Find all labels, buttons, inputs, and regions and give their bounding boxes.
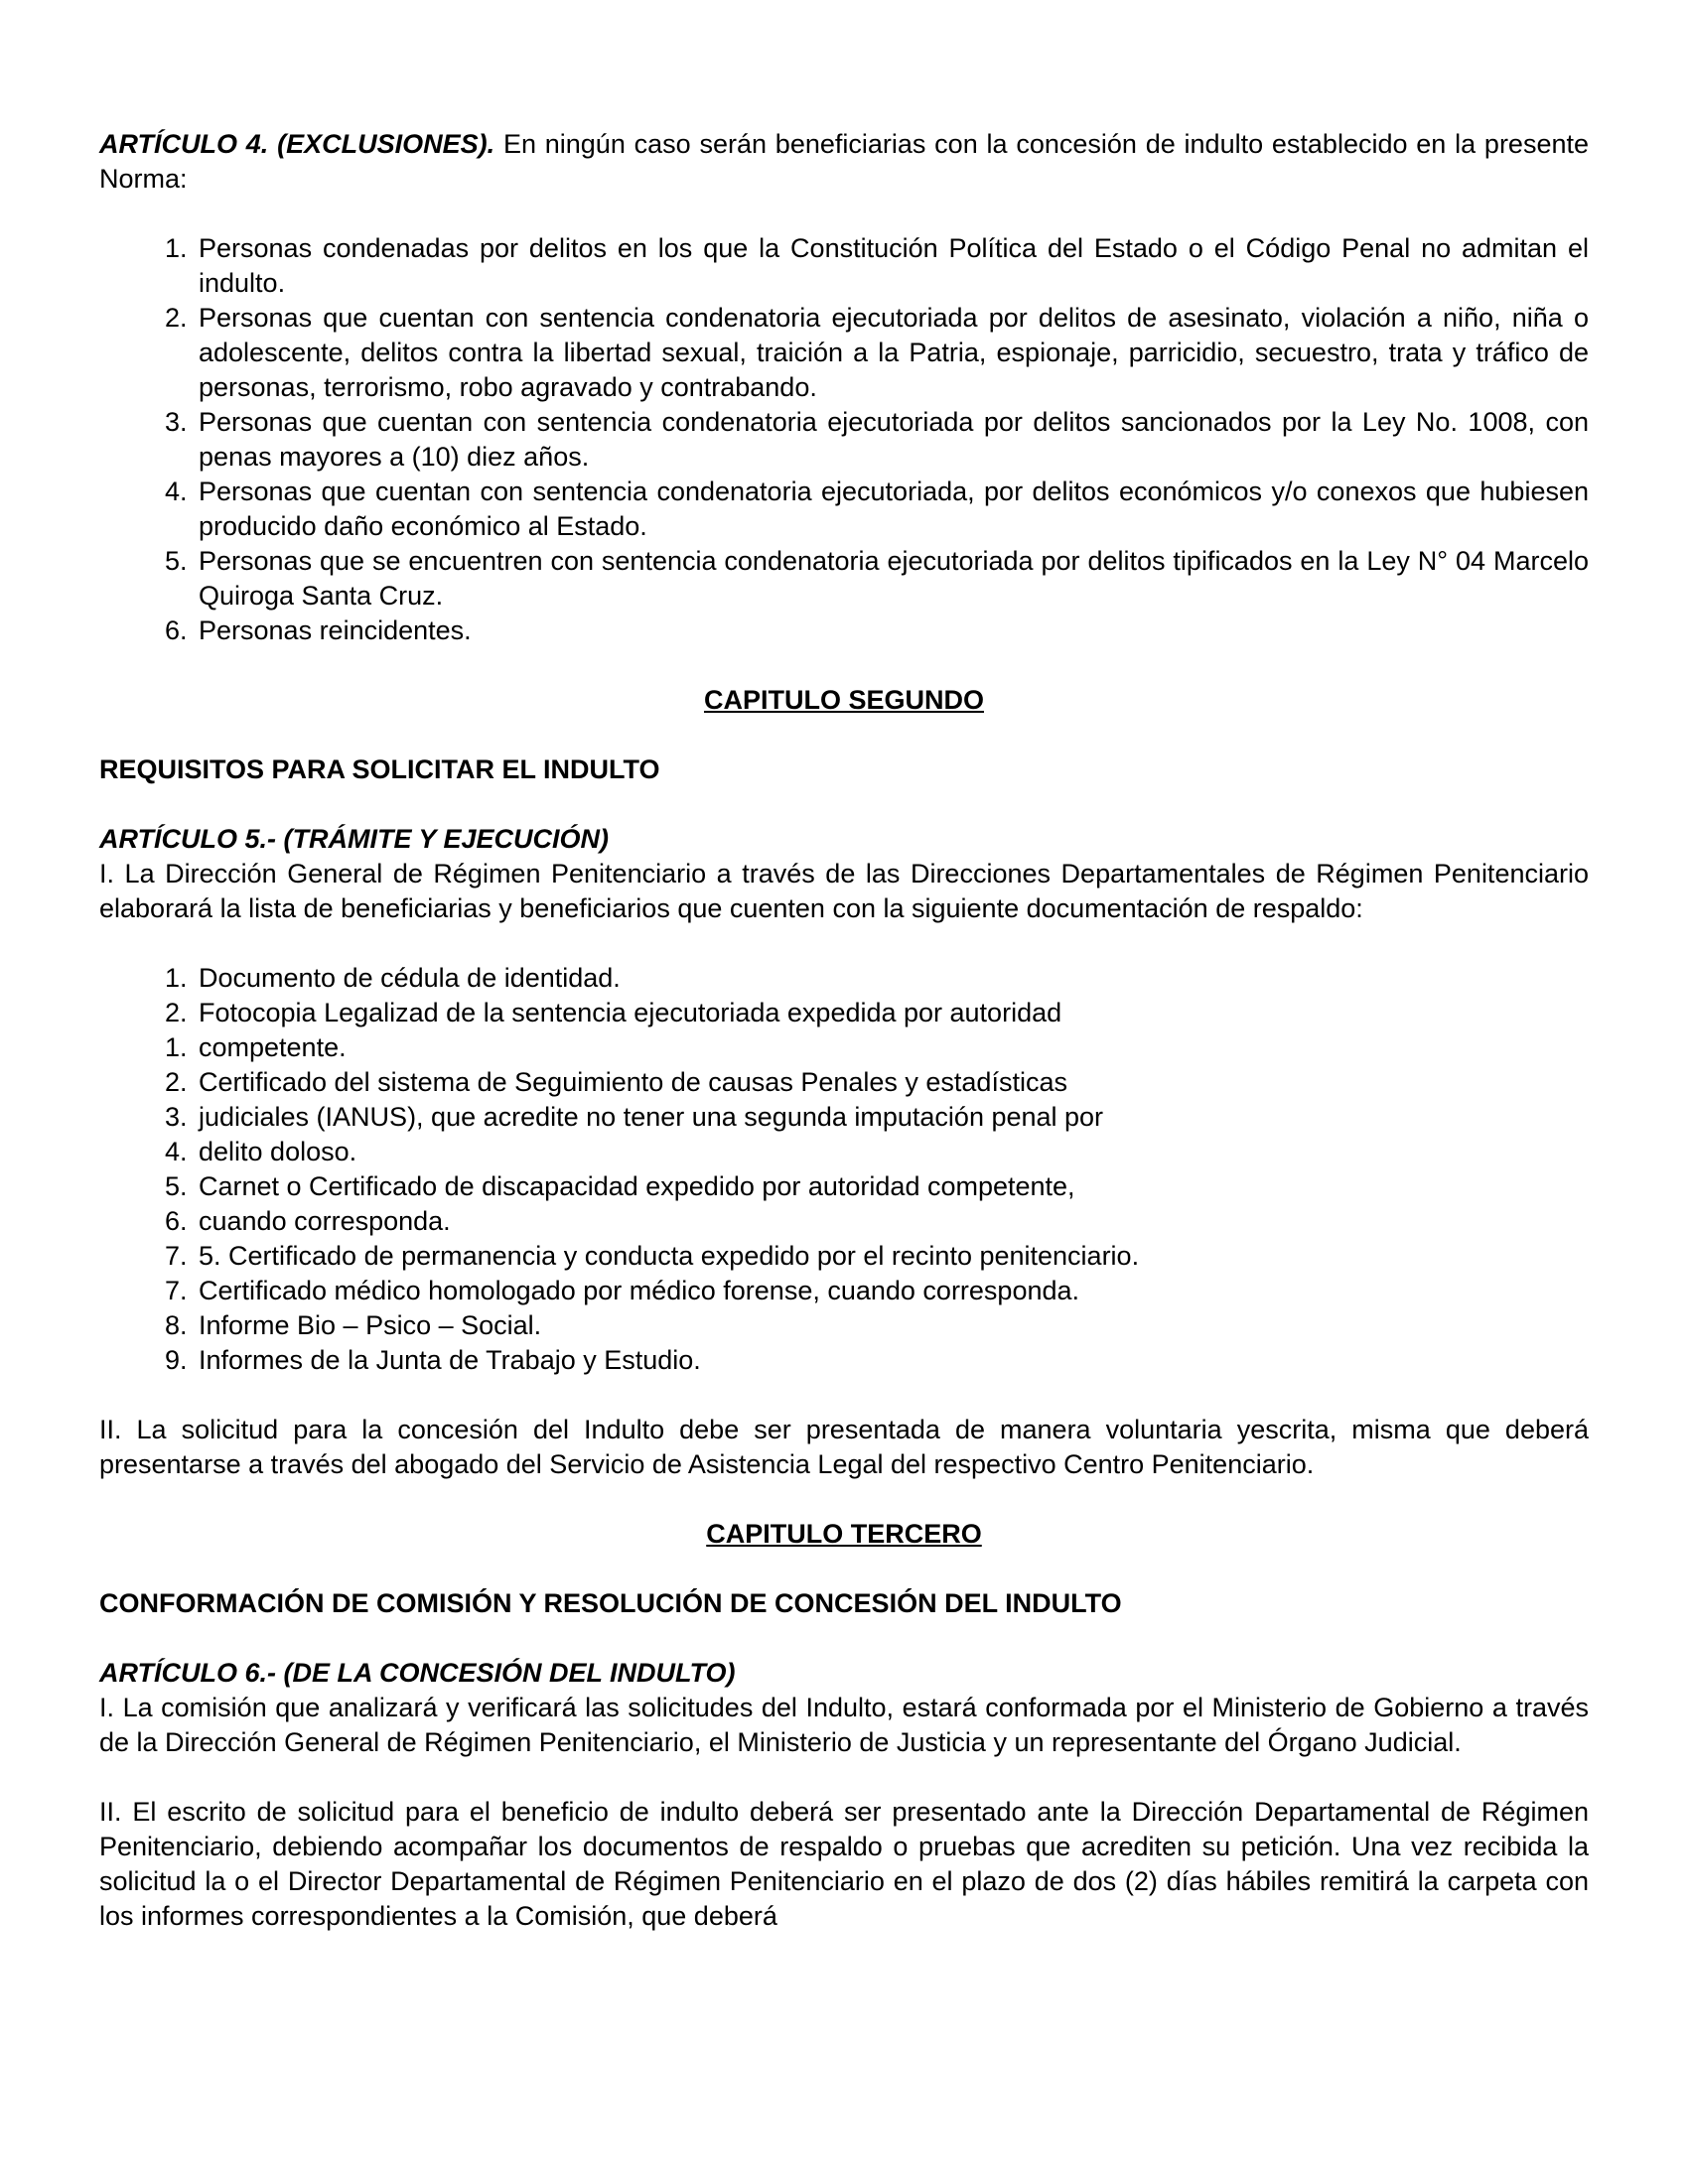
art6-heading: ARTÍCULO 6.- (DE LA CONCESIÓN DEL INDULTO) (99, 1658, 736, 1688)
list-item (99, 996, 1589, 1030)
list-text: Informes de la Junta de Trabajo y Estudio. (199, 1345, 701, 1375)
list-number: 4. (165, 1137, 188, 1166)
art4-intro: En ningún caso serán beneficiarias con la concesión de indulto establecido en la presente Norma: (99, 129, 1590, 194)
list-item (99, 1030, 1589, 1065)
art4-exclusions-list (99, 231, 1589, 648)
list-item (99, 301, 1589, 405)
list-text: Personas reincidentes. (199, 615, 472, 645)
list-item (99, 544, 1589, 614)
list-text: Personas que cuentan con sentencia condenatoria ejecutoriada, por delitos económicos y/o conexos que hubiesen producido daño económico al Estado. (199, 477, 1589, 541)
list-text: Personas que cuentan con sentencia condenatoria ejecutoriada por delitos sancionados por la Ley No. 1008, con penas mayores a (10) diez años. (199, 407, 1589, 472)
art4-paragraph (99, 127, 1589, 197)
list-text: Certificado médico homologado por médico forense, cuando corresponda. (199, 1276, 1080, 1305)
art5-paragraph-2: II. La solicitud para la concesión del Indulto debe ser presentada de manera voluntaria yescrita, misma que deberá presentarse a través del abogado del Servicio de Asistencia Legal del respectivo Centro Penitenciario. (99, 1415, 1589, 1479)
list-item (99, 1274, 1589, 1308)
list-text: Carnet o Certificado de discapacidad expedido por autoridad competente, (199, 1171, 1075, 1201)
list-number: 9. (165, 1345, 188, 1375)
document-page (99, 127, 1589, 1934)
list-text: Personas que se encuentren con sentencia condenatoria ejecutoriada por delitos tipificados en la Ley N° 04 Marcelo Quiroga Santa Cruz. (199, 546, 1589, 611)
list-text: competente. (199, 1032, 347, 1062)
list-text: Informe Bio – Psico – Social. (199, 1310, 542, 1340)
chapter-two-title: CAPITULO SEGUNDO (703, 685, 984, 715)
list-number: 5. (165, 1171, 188, 1201)
list-text: Certificado del sistema de Seguimiento de causas Penales y estadísticas (199, 1067, 1067, 1097)
list-item (99, 1204, 1589, 1239)
list-number: 1. (165, 963, 188, 993)
list-number: 8. (165, 1310, 188, 1340)
list-item (99, 1308, 1589, 1343)
list-text: delito doloso. (199, 1137, 357, 1166)
list-number: 1. (165, 1032, 188, 1062)
art6-paragraph-2: II. El escrito de solicitud para el beneficio de indulto deberá ser presentado ante la Dirección Departamental de Régimen Penitenciario, debiendo acompañar los documentos de respaldo o pruebas que acrediten su petición. Una vez recibida la solicitud la o el Director Departamental de Régimen Penitenciario en el plazo de dos (2) días hábiles remitirá la carpeta con los informes correspondientes a la Comisión, que deberá (99, 1797, 1589, 1931)
chapter-three-title: CAPITULO TERCERO (706, 1519, 982, 1549)
list-item (99, 1343, 1589, 1378)
list-item (99, 1239, 1589, 1274)
list-number: 2. (165, 303, 188, 333)
art5-requirements-list (99, 961, 1589, 1378)
list-number: 7. (165, 1276, 188, 1305)
list-number: 5. (165, 546, 188, 576)
list-text: Personas que cuentan con sentencia condenatoria ejecutoriada por delitos de asesinato, violación a niño, niña o adolescente, delitos contra la libertad sexual, traición a la Patria, espionaje, parricidio, secuestro, trata y tráfico de personas, terrorismo, robo agravado y contrabando. (199, 303, 1589, 402)
list-number: 1. (165, 233, 188, 263)
chapter-three-section: CONFORMACIÓN DE COMISIÓN Y RESOLUCIÓN DE CONCESIÓN DEL INDULTO (99, 1588, 1122, 1618)
list-number: 4. (165, 477, 188, 506)
list-item (99, 1169, 1589, 1204)
list-text: cuando corresponda. (199, 1206, 451, 1236)
art5-paragraph-1: I. La Dirección General de Régimen Penitenciario a través de las Direcciones Departamentales de Régimen Penitenciario elaborará la lista de beneficiarias y beneficiarios que cuenten con la siguiente documentación de respaldo: (99, 859, 1589, 923)
list-number: 2. (165, 998, 188, 1027)
art4-heading: ARTÍCULO 4. (EXCLUSIONES). (99, 129, 495, 159)
list-number: 2. (165, 1067, 188, 1097)
list-number: 3. (165, 407, 188, 437)
list-text: Documento de cédula de identidad. (199, 963, 621, 993)
list-text: Personas condenadas por delitos en los que la Constitución Política del Estado o el Código Penal no admitan el indulto. (199, 233, 1589, 298)
list-item (99, 405, 1589, 475)
chapter-two-section: REQUISITOS PARA SOLICITAR EL INDULTO (99, 754, 660, 784)
art6-paragraph-1: I. La comisión que analizará y verificará las solicitudes del Indulto, estará conformada por el Ministerio de Gobierno a través de la Dirección General de Régimen Penitenciario, el Ministerio de Justicia y un representante del Órgano Judicial. (99, 1693, 1589, 1757)
list-number: 6. (165, 1206, 188, 1236)
art5-heading: ARTÍCULO 5.- (TRÁMITE Y EJECUCIÓN) (99, 824, 610, 854)
list-number: 6. (165, 615, 188, 645)
list-item (99, 1100, 1589, 1135)
list-text: Fotocopia Legalizad de la sentencia ejecutoriada expedida por autoridad (199, 998, 1062, 1027)
list-item (99, 1065, 1589, 1100)
list-item (99, 475, 1589, 544)
list-item (99, 231, 1589, 301)
list-item (99, 1135, 1589, 1169)
list-text: judiciales (IANUS), que acredite no tener una segunda imputación penal por (199, 1102, 1104, 1132)
list-item (99, 961, 1589, 996)
list-item (99, 614, 1589, 648)
list-text: 5. Certificado de permanencia y conducta expedido por el recinto penitenciario. (199, 1241, 1140, 1271)
list-number: 7. (165, 1241, 188, 1271)
list-number: 3. (165, 1102, 188, 1132)
